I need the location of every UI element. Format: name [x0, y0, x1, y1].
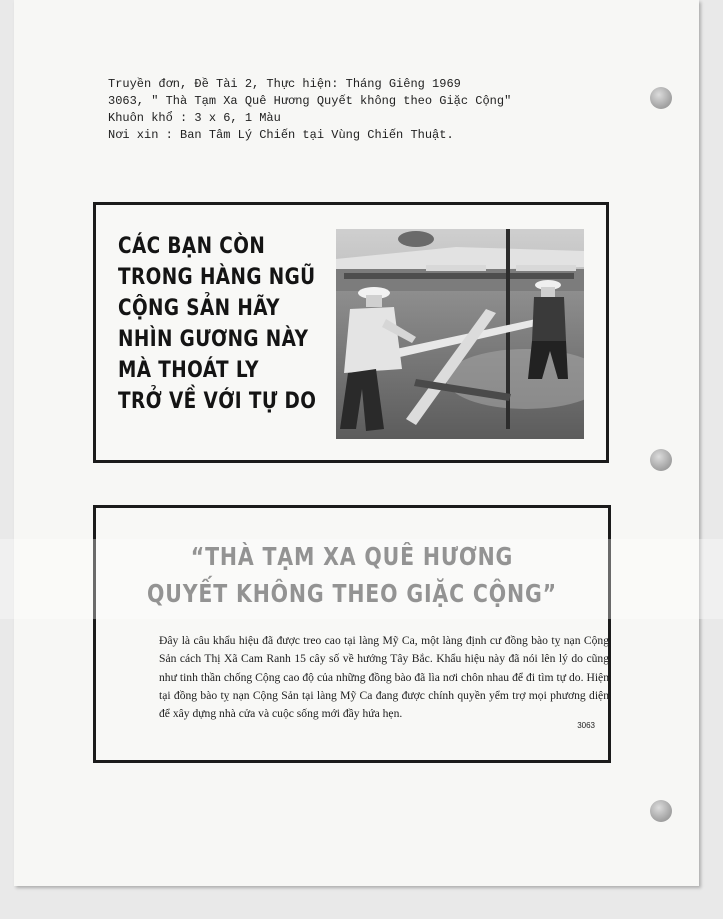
header-line-4: Nơi xin : Ban Tâm Lý Chiến tại Vùng Chiến Thuật. [108, 128, 454, 142]
leaflet-back [93, 505, 611, 763]
slogan-line-2: QUYẾT KHÔNG THEO GIẶC CỘNG” [147, 579, 557, 608]
headline-line: TRONG HÀNG NGŨ [118, 264, 316, 290]
header-line-2: 3063, " Thà Tạm Xa Quê Hương Quyết không theo Giặc Cộng" [108, 94, 512, 108]
headline-line: TRỞ VỀ VỚI TỰ DO [118, 388, 317, 414]
header-line-1: Truyền đơn, Đề Tài 2, Thực hiện: Tháng Giêng 1969 [108, 77, 461, 91]
headline-line: CÁC BẠN CÒN [118, 233, 266, 259]
binder-hole-bottom [650, 800, 672, 822]
headline-line: CỘNG SẢN HÃY [118, 295, 280, 321]
headline-line: MÀ THOÁT LY [118, 357, 259, 383]
header-line-3: Khuôn khổ : 3 x 6, 1 Màu [108, 111, 281, 125]
catalog-header [108, 76, 578, 144]
leaflet-body-text: Đây là câu khẩu hiệu đã được treo cao tại làng Mỹ Ca, một làng định cư đồng bào tỵ nạn Cộng Sản cách Thị Xã Cam Ranh 15 cây số về hướng Tây Bắc. Khẩu hiệu này đã nói lên lý do cũng như tinh thần chống Cộng cao độ của những đồng bào đã lìa nơi chôn nhau để đi tìm tự do. Hiện tại đồng bào tỵ nạn Cộng Sản tại làng Mỹ Ca đang được chính quyền yểm trợ mọi phương diện để xây dựng nhà cửa và cuộc sống mới đầy hứa hẹn. [159, 634, 609, 721]
headline-line: NHÌN GƯƠNG NÀY [118, 326, 309, 352]
village-photo-illustration [336, 229, 584, 439]
binder-hole-middle [650, 449, 672, 471]
binder-hole-top [650, 87, 672, 109]
leaflet-headline [118, 231, 317, 417]
leaflet-photo [336, 229, 584, 439]
leaflet-front [93, 202, 609, 463]
slogan-line-1: “THÀ TẠM XA QUÊ HƯƠNG [190, 542, 514, 571]
leaflet-code: 3063 [577, 721, 595, 730]
slogan-title [142, 538, 562, 612]
